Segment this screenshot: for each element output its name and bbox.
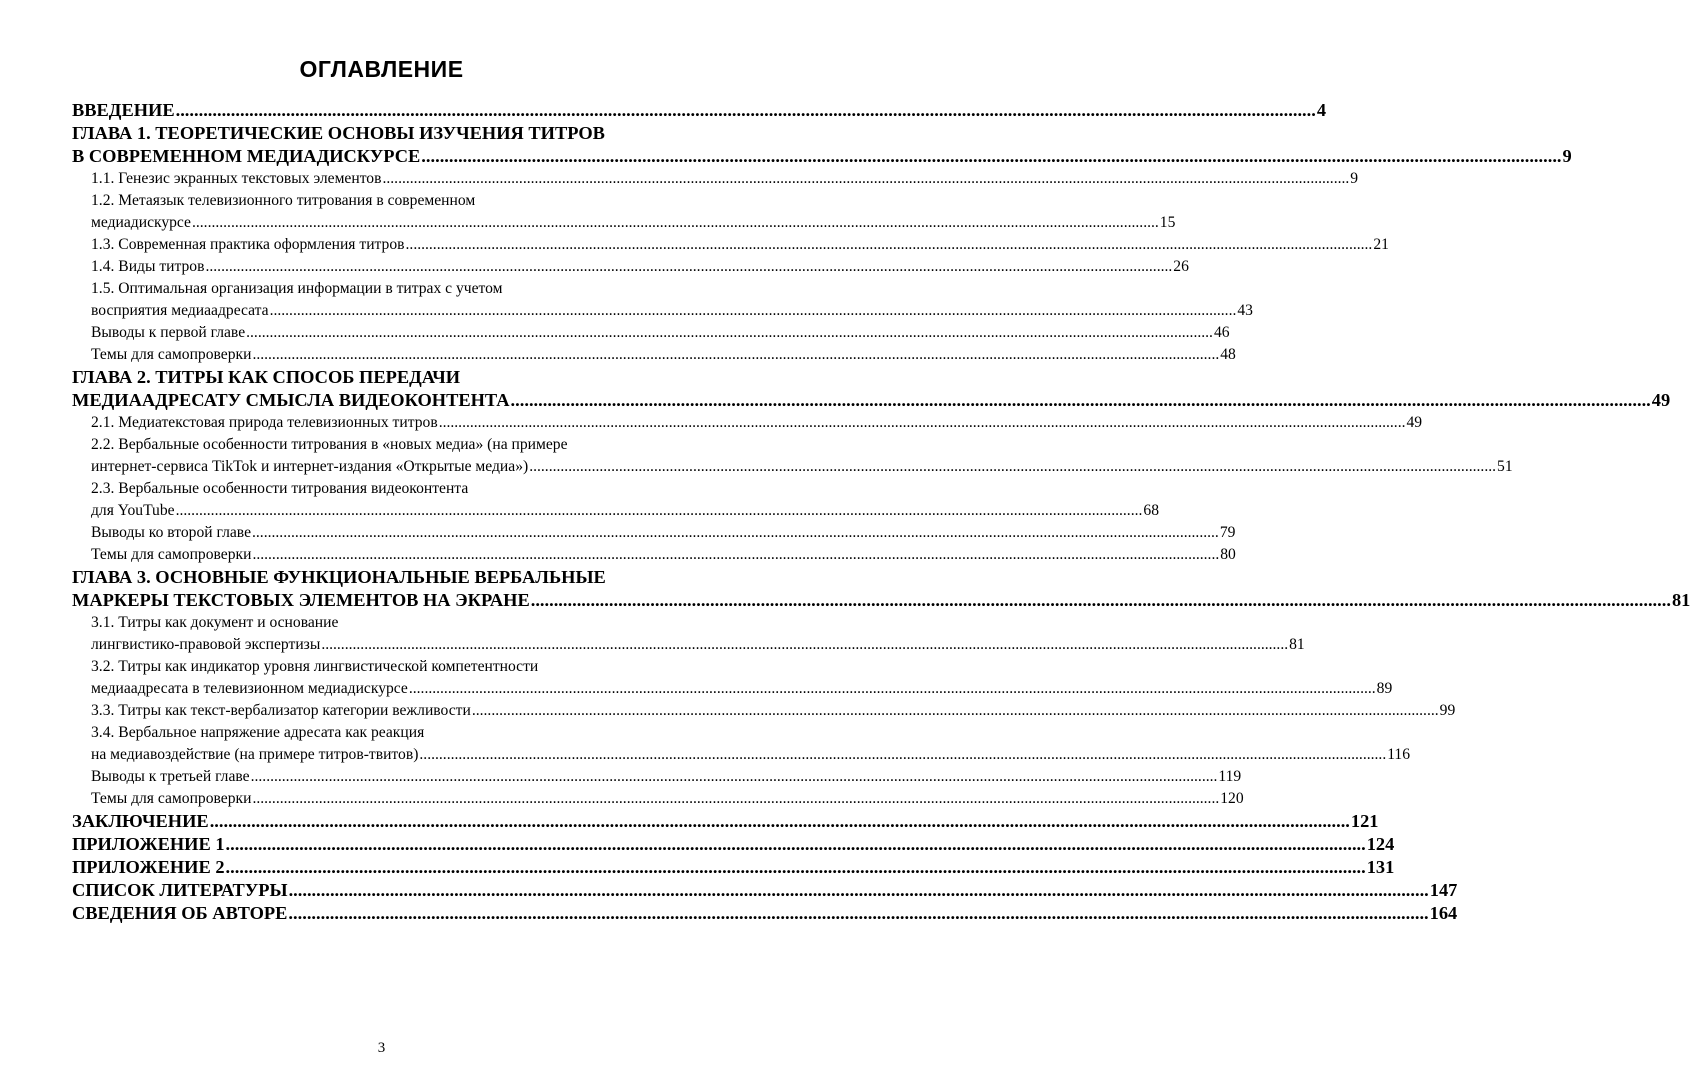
toc-entry-title: ПРИЛОЖЕНИЕ 2 bbox=[72, 857, 225, 877]
toc-section-entry[interactable] bbox=[72, 278, 1253, 322]
toc-section-entry[interactable] bbox=[72, 344, 1236, 366]
dot-leader bbox=[472, 700, 1439, 722]
toc-chapter-entry[interactable] bbox=[72, 810, 1379, 833]
toc-entry-title-line: ГЛАВА 2. ТИТРЫ КАК СПОСОБ ПЕРЕДАЧИ bbox=[72, 367, 461, 387]
toc-entry-title-line: 3.4. Вербальное напряжение адресата как реакция bbox=[91, 724, 425, 741]
toc-entry-title: восприятия медиаадресата bbox=[91, 302, 269, 319]
dot-leader bbox=[409, 678, 1376, 700]
toc-entry-title: 1.3. Современная практика оформления титров bbox=[91, 236, 405, 253]
dot-leader bbox=[270, 300, 1237, 322]
toc-entry-title: медиадискурсе bbox=[91, 214, 191, 231]
dot-leader bbox=[511, 389, 1651, 412]
toc-page-number: 49 bbox=[1651, 390, 1671, 410]
toc-entry-title-line: 3.2. Титры как индикатор уровня лингвистической компетентности bbox=[91, 658, 539, 675]
dot-leader bbox=[176, 99, 1316, 122]
toc-section-entry[interactable] bbox=[72, 722, 1411, 766]
toc-page-number: 48 bbox=[1220, 346, 1236, 363]
dot-leader bbox=[252, 522, 1219, 544]
toc-entry-title: 3.3. Титры как текст-вербализатор категории вежливости bbox=[91, 702, 471, 719]
toc-chapter-entry[interactable] bbox=[72, 122, 1572, 168]
dot-leader bbox=[192, 212, 1159, 234]
toc-page-number: 68 bbox=[1143, 502, 1159, 519]
toc-entry-title: СВЕДЕНИЯ ОБ АВТОРЕ bbox=[72, 903, 288, 923]
toc-page-number: 9 bbox=[1350, 170, 1359, 187]
dot-leader bbox=[289, 879, 1429, 902]
dot-leader bbox=[251, 766, 1218, 788]
toc-page-number: 119 bbox=[1218, 768, 1242, 785]
toc-entry-title: для YouTube bbox=[91, 502, 175, 519]
dot-leader bbox=[382, 168, 1349, 190]
toc-section-entry[interactable] bbox=[72, 478, 1159, 522]
toc-chapter-entry[interactable] bbox=[72, 566, 1690, 612]
toc-page-number: 46 bbox=[1213, 324, 1230, 341]
toc-page-number: 121 bbox=[1350, 811, 1379, 831]
toc-page-number: 164 bbox=[1429, 903, 1458, 923]
toc-entry-title: лингвистико-правовой экспертизы bbox=[91, 636, 321, 653]
toc-entry-title: 2.1. Медиатекстовая природа телевизионных титров bbox=[91, 414, 438, 431]
toc-entry-title: на медиавоздействие (на примере титров-твитов) bbox=[91, 746, 419, 763]
toc-page-number: 89 bbox=[1376, 680, 1393, 697]
toc-page-number: 43 bbox=[1237, 302, 1253, 319]
toc-section-entry[interactable] bbox=[72, 190, 1176, 234]
toc-page-number: 99 bbox=[1439, 702, 1456, 719]
table-of-contents bbox=[72, 99, 1690, 925]
toc-entry-title: Темы для самопроверки bbox=[91, 346, 252, 363]
toc-page-number: 79 bbox=[1219, 524, 1236, 541]
toc-page-number: 49 bbox=[1406, 414, 1423, 431]
toc-section-entry[interactable] bbox=[72, 544, 1236, 566]
toc-page-number: 9 bbox=[1562, 146, 1572, 166]
toc-chapter-entry[interactable] bbox=[72, 99, 1327, 122]
dot-leader bbox=[205, 256, 1172, 278]
toc-page-number: 116 bbox=[1387, 746, 1411, 763]
page-number: 3 bbox=[377, 1040, 386, 1056]
dot-leader bbox=[226, 833, 1366, 856]
dot-leader bbox=[252, 788, 1219, 810]
toc-page-number: 81 bbox=[1671, 590, 1690, 610]
toc-entry-title: 1.1. Генезис экранных текстовых элементов bbox=[91, 170, 382, 187]
dot-leader bbox=[321, 634, 1288, 656]
toc-page-number: 80 bbox=[1220, 546, 1236, 563]
toc-entry-title-line: 3.1. Титры как документ и основание bbox=[91, 614, 339, 631]
toc-page-number: 4 bbox=[1316, 100, 1327, 120]
toc-section-entry[interactable] bbox=[72, 522, 1236, 544]
toc-page-number: 124 bbox=[1366, 834, 1395, 854]
toc-entry-title: Выводы ко второй главе bbox=[91, 524, 251, 541]
toc-page-number: 15 bbox=[1159, 214, 1176, 231]
toc-entry-title-line: ГЛАВА 3. ОСНОВНЫЕ ФУНКЦИОНАЛЬНЫЕ ВЕРБАЛЬНЫЕ bbox=[72, 567, 606, 587]
toc-entry-title: ПРИЛОЖЕНИЕ 1 bbox=[72, 834, 225, 854]
toc-entry-title-line: ГЛАВА 1. ТЕОРЕТИЧЕСКИЕ ОСНОВЫ ИЗУЧЕНИЯ ТИТРОВ bbox=[72, 123, 605, 143]
toc-entry-title: Выводы к третьей главе bbox=[91, 768, 250, 785]
toc-chapter-entry[interactable] bbox=[72, 902, 1458, 925]
toc-page-number: 81 bbox=[1289, 636, 1305, 653]
dot-leader bbox=[406, 234, 1373, 256]
page-title: ОГЛАВЛЕНИЕ bbox=[299, 56, 464, 82]
toc-section-entry[interactable] bbox=[72, 788, 1244, 810]
dot-leader bbox=[226, 856, 1366, 879]
dot-leader bbox=[531, 589, 1671, 612]
toc-entry-title: ВВЕДЕНИЕ bbox=[72, 100, 175, 120]
toc-section-entry[interactable] bbox=[72, 256, 1189, 278]
dot-leader bbox=[288, 902, 1428, 925]
toc-entry-title-line: 1.2. Метаязык телевизионного титрования в современном bbox=[91, 192, 476, 209]
dot-leader bbox=[246, 322, 1213, 344]
toc-entry-title: МАРКЕРЫ ТЕКСТОВЫХ ЭЛЕМЕНТОВ НА ЭКРАНЕ bbox=[72, 590, 530, 610]
toc-entry-title: Темы для самопроверки bbox=[91, 546, 252, 563]
toc-section-entry[interactable] bbox=[72, 656, 1393, 700]
toc-page-number: 120 bbox=[1220, 790, 1244, 807]
dot-leader bbox=[176, 500, 1143, 522]
toc-page-number: 21 bbox=[1373, 236, 1389, 253]
toc-section-entry[interactable] bbox=[72, 412, 1423, 434]
toc-section-entry[interactable] bbox=[72, 322, 1230, 344]
dot-leader bbox=[529, 456, 1496, 478]
dot-leader bbox=[419, 744, 1386, 766]
toc-entry-title: В СОВРЕМЕННОМ МЕДИАДИСКУРСЕ bbox=[72, 146, 421, 166]
toc-page-number: 131 bbox=[1366, 857, 1395, 877]
toc-chapter-entry[interactable] bbox=[72, 366, 1671, 412]
dot-leader bbox=[210, 810, 1350, 833]
toc-entry-title: Выводы к первой главе bbox=[91, 324, 246, 341]
toc-entry-title-line: 2.2. Вербальные особенности титрования в «новых медиа» (на примере bbox=[91, 436, 568, 453]
toc-page-number: 147 bbox=[1429, 880, 1458, 900]
dot-leader bbox=[252, 344, 1219, 366]
toc-entry-title-line: 1.5. Оптимальная организация информации в титрах с учетом bbox=[91, 280, 503, 297]
toc-entry-title: СПИСОК ЛИТЕРАТУРЫ bbox=[72, 880, 288, 900]
toc-entry-title: ЗАКЛЮЧЕНИЕ bbox=[72, 811, 209, 831]
toc-section-entry[interactable] bbox=[72, 168, 1359, 190]
toc-page-number: 26 bbox=[1173, 258, 1189, 275]
dot-leader bbox=[421, 145, 1561, 168]
toc-section-entry[interactable] bbox=[72, 766, 1242, 788]
toc-chapter-entry[interactable] bbox=[72, 833, 1395, 856]
toc-section-entry[interactable] bbox=[72, 234, 1389, 256]
toc-section-entry[interactable] bbox=[72, 434, 1513, 478]
toc-entry-title: Темы для самопроверки bbox=[91, 790, 252, 807]
toc-chapter-entry[interactable] bbox=[72, 879, 1458, 902]
toc-chapter-entry[interactable] bbox=[72, 856, 1395, 879]
dot-leader bbox=[252, 544, 1219, 566]
toc-section-entry[interactable] bbox=[72, 700, 1456, 722]
toc-entry-title: МЕДИААДРЕСАТУ СМЫСЛА ВИДЕОКОНТЕНТА bbox=[72, 390, 510, 410]
dot-leader bbox=[439, 412, 1406, 434]
toc-entry-title: медиаадресата в телевизионном медиадискурсе bbox=[91, 680, 408, 697]
toc-section-entry[interactable] bbox=[72, 612, 1305, 656]
toc-entry-title: 1.4. Виды титров bbox=[91, 258, 205, 275]
toc-page-number: 51 bbox=[1497, 458, 1513, 475]
toc-entry-title-line: 2.3. Вербальные особенности титрования видеоконтента bbox=[91, 480, 469, 497]
toc-entry-title: интернет-сервиса TikTok и интернет-издания «Открытые медиа») bbox=[91, 458, 529, 475]
